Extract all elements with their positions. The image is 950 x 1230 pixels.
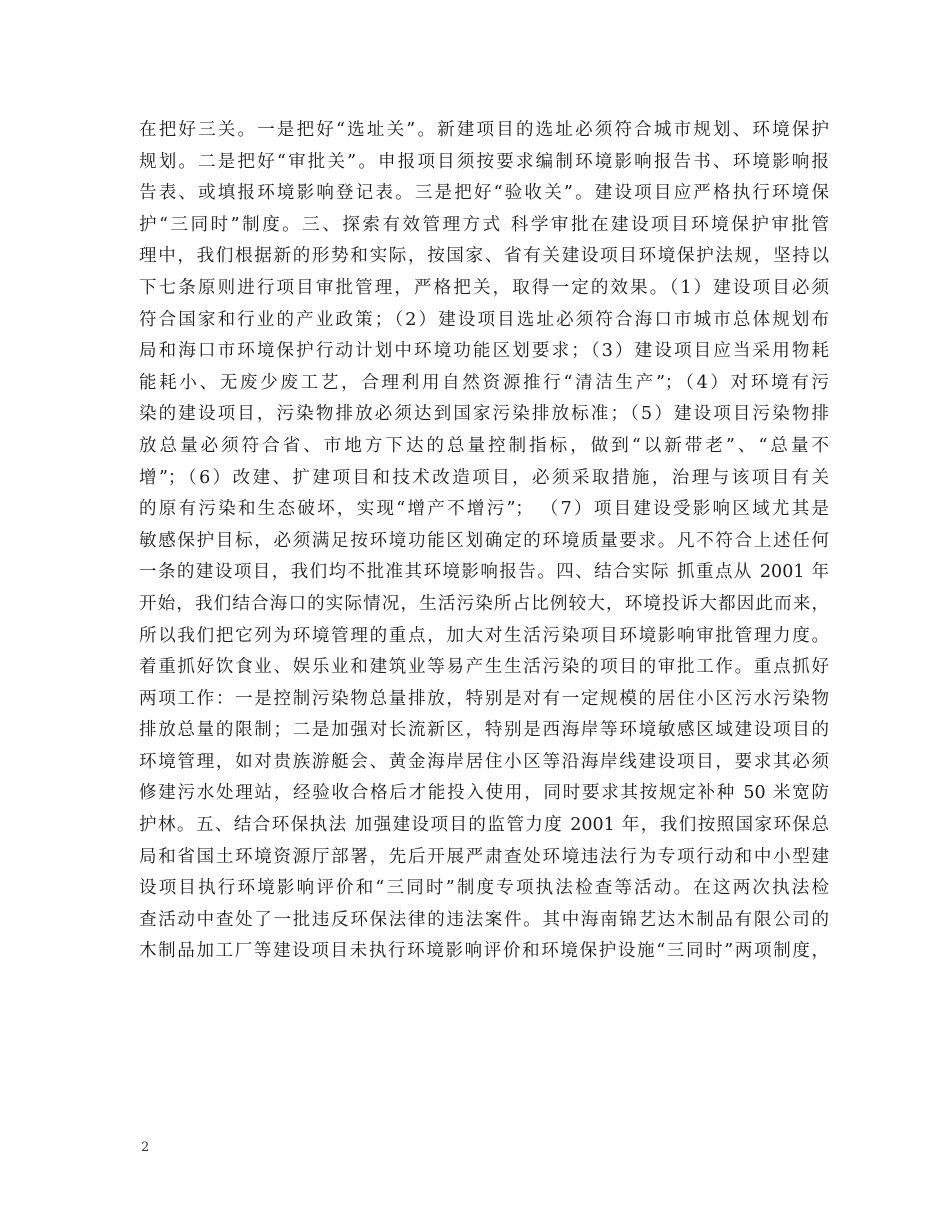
text-line: 局和海口市环境保护行动计划中环境功能区划要求；（3）建设项目应当采用物耗: [139, 341, 829, 362]
text-line: 排放总量的限制；二是加强对长流新区，特别是西海岸等环境敏感区域建设项目的: [139, 720, 829, 741]
text-line: 环境管理，如对贵族游艇会、黄金海岸居住小区等沿海岸线建设项目，要求其必须: [139, 751, 829, 772]
text-line: 规划。二是把好“审批关”。申报项目须按要求编制环境影响报告书、环境影响报: [139, 151, 829, 172]
text-line: 查活动中查处了一批违反环保法律的违法案件。其中海南锦艺达木制品有限公司的: [139, 909, 829, 930]
text-line: 增”；（6）改建、扩建项目和技术改造项目，必须采取措施，治理与该项目有关: [139, 467, 829, 488]
text-line: 敏感保护目标，必须满足按环境功能区划确定的环境质量要求。凡不符合上述任何: [139, 530, 829, 551]
text-line: 所以我们把它列为环境管理的重点，加大对生活污染项目环境影响审批管理力度。: [139, 625, 829, 646]
text-line: 理中，我们根据新的形势和实际，按国家、省有关建设项目环境保护法规，坚持以: [139, 246, 829, 267]
page-number: 2: [141, 1140, 150, 1155]
text-line: 设项目执行环境影响评价和“三同时”制度专项执法检查等活动。在这两次执法检: [139, 878, 829, 899]
text-line: 能耗小、无废少废工艺，合理利用自然资源推行“清洁生产”；（4）对环境有污: [139, 372, 829, 393]
text-line: 的原有污染和生态破坏，实现“增产不增污”； （7）项目建设受影响区域尤其是: [139, 499, 829, 520]
text-line: 开始，我们结合海口的实际情况，生活污染所占比例较大，环境投诉大都因此而来，: [139, 593, 829, 614]
text-line: 在把好三关。一是把好“选址关”。新建项目的选址必须符合城市规划、环境保护: [139, 120, 829, 140]
text-line: 护林。五、结合环保执法 加强建设项目的监管力度 2001 年，我们按照国家环保总: [139, 815, 829, 836]
text-line: 染的建设项目，污染物排放必须达到国家污染排放标准；（5）建设项目污染物排: [139, 404, 829, 425]
text-line: 下七条原则进行项目审批管理，严格把关，取得一定的效果。（1）建设项目必须: [139, 277, 829, 298]
text-line: 局和省国土环境资源厅部署，先后开展严肃查处环境违法行为专项行动和中小型建: [139, 846, 829, 867]
text-line: 放总量必须符合省、市地方下达的总量控制指标，做到“以新带老”、“总量不: [139, 435, 829, 456]
body-paragraph: [139, 115, 829, 968]
text-line: 告表、或填报环境影响登记表。三是把好“验收关”。建设项目应严格执行环境保: [139, 183, 829, 204]
text-line: 护“三同时”制度。三、探索有效管理方式 科学审批在建设项目环境保护审批管: [139, 214, 829, 235]
text-line: 着重抓好饮食业、娱乐业和建筑业等易产生生活污染的项目的审批工作。重点抓好: [139, 657, 829, 678]
text-line: 一条的建设项目，我们均不批准其环境影响报告。四、结合实际 抓重点从 2001 年: [139, 562, 829, 583]
text-line: 木制品加工厂等建设项目未执行环境影响评价和环境保护设施“三同时”两项制度，: [139, 941, 829, 962]
text-line: 符合国家和行业的产业政策；（2）建设项目选址必须符合海口市城市总体规划布: [139, 309, 829, 330]
text-line: 两项工作：一是控制污染物总量排放，特别是对有一定规模的居住小区污水污染物: [139, 688, 829, 709]
text-line: 修建污水处理站，经验收合格后才能投入使用，同时要求其按规定补种 50 米宽防: [139, 783, 829, 804]
